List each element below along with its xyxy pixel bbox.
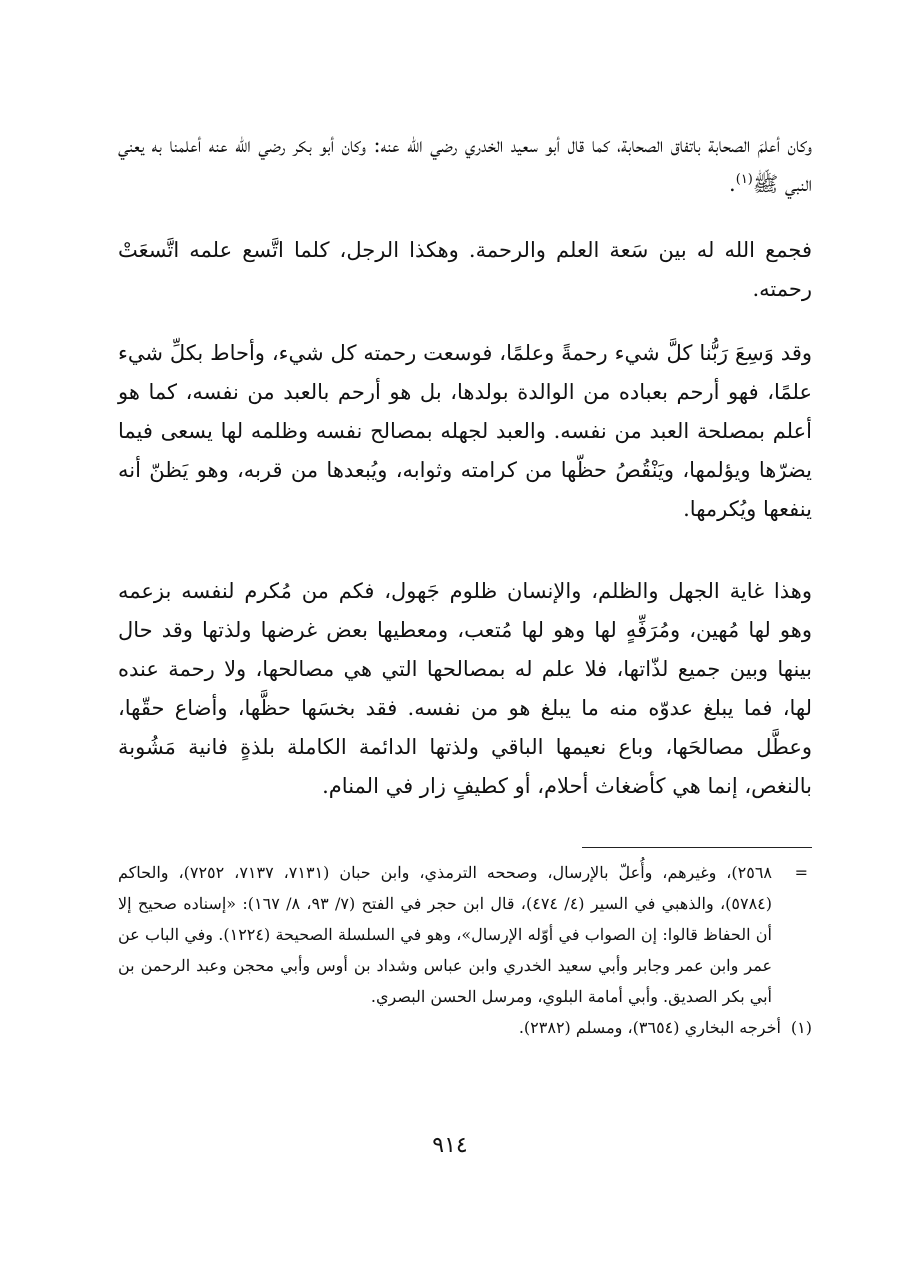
paragraph-2: فجمع الله له بين سَعة العلم والرحمة. وهكذا الرجل، كلما اتَّسع علمه اتَّسعَتْ رحمته. [118, 238, 812, 301]
footnote-1-number: (١) [790, 1018, 812, 1037]
paragraph-3: وقد وَسِعَ رَبُّنا كلَّ شيء رحمةً وعلمًا، فوسعت رحمته كل شيء، وأحاط بكلِّ شيء علمًا، فهو أرحم بعباده من الوالدة بولدها، بل هو أرحم بالعبد من نفسه، كما هو أعلم بمصلحة العبد من نفسه. والعبد لجهله بمصالح نفسه وظلمه لها يسعى فيما يضرّها ويؤلمها، ويَنْقُصُ حظّها من كرامته وثوابه، ويُبعدها من قربه، وهو يَظنّ أنه ينفعها ويُكرمها. [118, 341, 812, 521]
paragraph-1 [118, 126, 812, 204]
footnotes-section [118, 857, 812, 1043]
page-number: ٩١٤ [432, 1133, 468, 1158]
footnote-1-text: أخرجه البخاري (٣٦٥٤)، ومسلم (٢٣٨٢). [518, 1018, 781, 1037]
footnote-ref-1[interactable]: (١) [735, 172, 753, 187]
footnote-continuation [118, 857, 812, 1012]
continuation-marker: = [794, 863, 808, 882]
paragraph-1-text: وكان أعلمَ الصحابة باتفاق الصحابة، كما قال أبو سعيد الخدري رضي الله عنه: وكان أبو بكر رضي الله عنه أعلمنا به يعني النبي ﷺ [118, 133, 812, 196]
paragraph-4: وهذا غاية الجهل والظلم، والإنسان ظلوم جَهول، فكم من مُكرم لنفسه بزعمه وهو لها مُهين، ومُرَفِّهٍ لها وهو لها مُتعب، ومعطيها بعض غرضها ولذتها وقد حال بينها وبين جميع لذّاتها، فلا علم له بمصالحها التي هي مصالحها، ولا رحمة عنده لها، فما يبلغ عدوّه منه ما يبلغ هو من نفسه. فقد بخسَها حظَّها، وأضاع حقّها، وعطَّل مصالحَها، وباع نعيمها الباقي ولذتها الدائمة الكاملة بلذةٍ فانية مَشُوبة بالنغص، إنما هي كأضغاث أحلام، أو كطيفٍ زار في المنام. [118, 579, 812, 798]
footnote-divider [582, 847, 812, 848]
paragraph-1-end: . [729, 172, 736, 196]
footnote-1 [118, 1012, 812, 1043]
footnote-continuation-text: ٢٥٦٨)، وغيرهم، وأُعلّ بالإرسال، وصححه الترمذي، وابن حبان (٧١٣١، ٧١٣٧، ٧٢٥٢)، والحاكم (٥٧٨٤)، والذهبي في السير (٤/ ٤٧٤)، قال ابن حجر في الفتح (٧/ ٩٣، ٨/ ١٦٧): «إسناده صحيح إلا أن الحفاظ قالوا: إن الصواب في أوّله الإرسال»، وهو في السلسلة الصحيحة (١٢٢٤). وفي الباب عن عمر وابن عمر وجابر وأبي سعيد الخدري وابن عباس وشداد بن أوس وأبي محجن وعبد الرحمن بن أبي بكر الصديق. وأبي أمامة البلوي، ومرسل الحسن البصري. [118, 863, 773, 1006]
